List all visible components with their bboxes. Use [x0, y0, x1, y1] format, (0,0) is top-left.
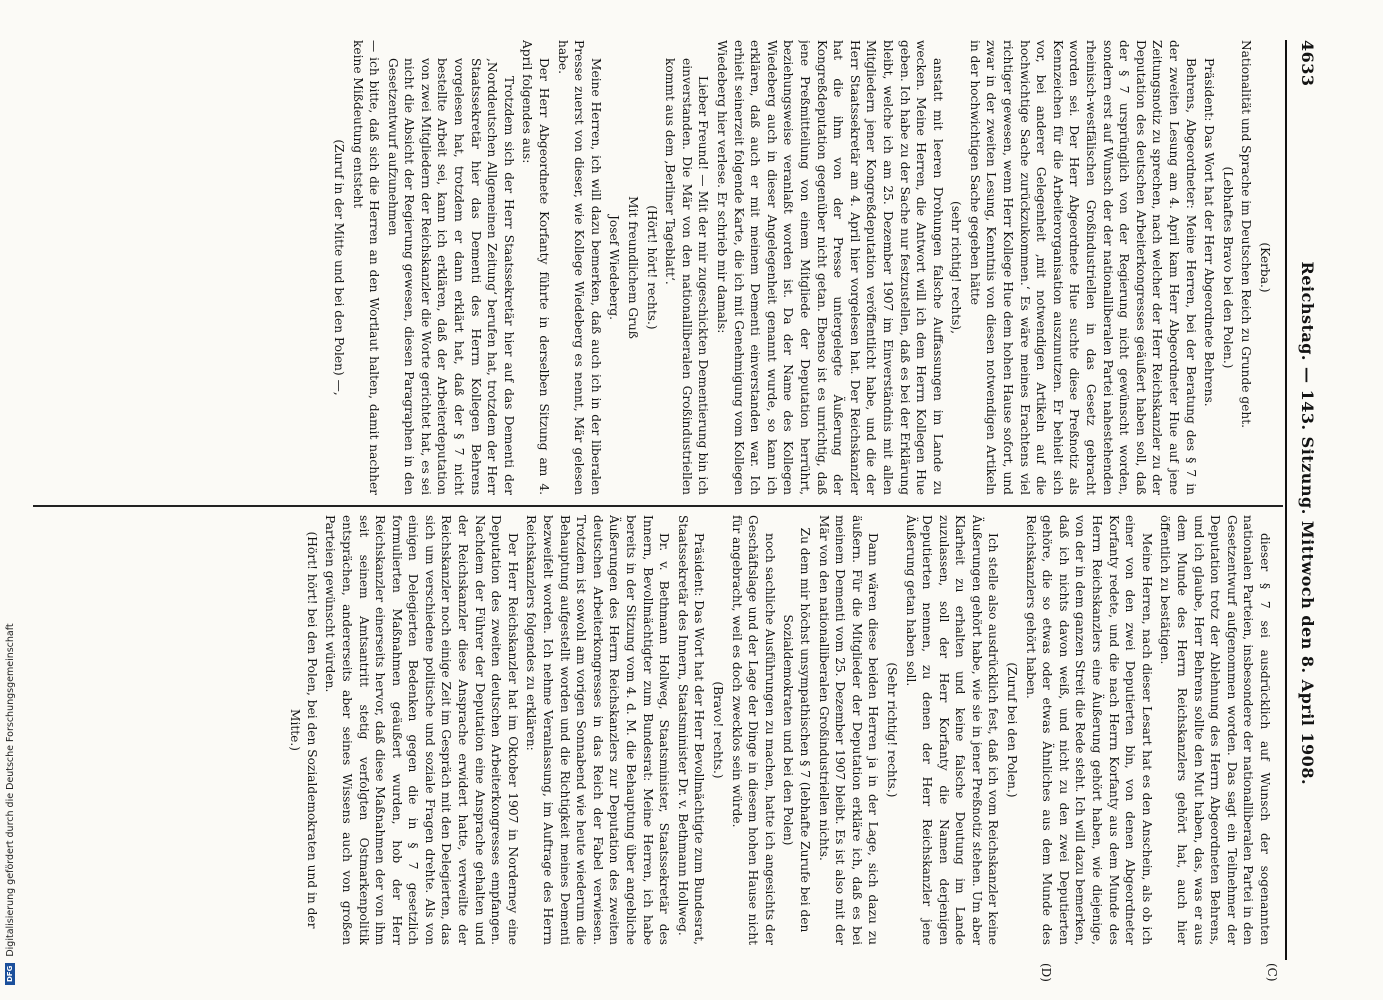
paragraph: noch sachliche Ausführungen zu machen, hatte ich angesichts der Geschäftslage und der Lage der Dinge in diesem hohen Hause nicht für angebracht, weil es doch zwecklos sein würde. — [729, 515, 777, 945]
paragraph: Lieber Freund! — Mit der mir zugeschickten Dementierung bin ich einverstanden. Die Mär von den nationalliberalen Großindustriellen kommt aus dem ‚Berliner Tageblatt‘. — [663, 58, 711, 495]
paragraph: Behrens, Abgeordneter: Meine Herren, bei der Beratung des § 7 in der zweiten Lesung am 4. April kam Herr Abgeordneter Hue auf jene Zeitungsnotiz zu sprechen, nach welcher der Herr Reichskanzler zu der Deputation des deutschen Arbeiterkongresses geäußert haben soll, daß der § 7 ursprünglich von der Regierung nicht gewünscht worden, sondern erst auf Wunsch der der nationalliberalen Partei nahestehenden rheinisch-westfälischen Großindustriellen in das Gesetz gebracht worden sei. Der Herr Abgeordnete Hue suchte diese Preßnotiz als Kennzeichen für die Arbeiterorganisation auszunutzen. Er behielt sich vor, bei anderer Gelegenheit ‚mit notwendigen Artikeln auf die hochwichtige Sache zurückzukommen.‘ Es wäre meines Erachtens viel richtiger gewesen, wenn Herr Kollege Hue dem hohen Hause sofort, und zwar in der zweiten Lesung, Kenntnis von diesen notwendigen Artikeln in der hochwichtigen Sache gegeben hätte — [967, 40, 1198, 495]
paragraph: (Sehr richtig! rechts.) — [884, 662, 899, 798]
paragraph: Ich stelle also ausdrücklich fest, daß ich vom Reichskanzler keine Äußerungen gehört habe, wie sie in jener Preßnotiz stehen. Um aber Klarheit zu erhalten und keine falsche Deutung im Lande zuzulassen, soll der Herr Korfanty die Namen derjenigen Deputierten nennen, zu denen der Herr Reichskanzler jene Äußerung getan haben soll. — [903, 515, 1001, 945]
paragraph: Dr. v. Bethmann Hollweg, Staatsminister, Staatssekretär des Innern, Bevollmächtigter zum Bundesrat: Meine Herren, ich habe bereits in der Sitzung vom 4. d. M. die Behauptung über angebliche Äußerungen des Herrn Reichskanzlers zur Deputation des zweiten deutschen Arbeiterkongresses in das Reich der Fabel verwiesen. Trotzdem ist sowohl am vorigen Sonnabend wie heute wiederum die Behauptung aufgestellt worden und die Richtigkeit meines Dementi bezweifelt worden. Ich nehme Veranlassung, im Auftrage des Herrn Reichskanzlers folgendes zu erklären: — [524, 515, 672, 945]
paragraph: Trotzdem sich der Herr Staatssekretär hier auf das Dementi der ‚Norddeutschen Allgemeinen Zeitung‘ berufen hat, trotzdem der Herr Staatssekretär hier das Dementi des Herrn Kollegen Behrens vorgelesen hat, trotzdem er dann erklärt hat, daß der § 7 nicht bestellte Arbeit sei, kann ich erklären, daß der Arbeiterdeputation von zwei Mitgliedern der Reichskanzler die Worte gerichtet hat, es sei nicht die Absicht der Regierung gewesen, diesen Paragraphen in den Gesetzentwurf aufzunehmen — [385, 58, 516, 495]
paragraph: Meine Herren, ich will dazu bemerken, daß auch ich in der liberalen Presse zuerst von dieser, wie Kollege Wiedeberg es nennt, Mär gelesen habe. — [555, 40, 603, 495]
dfg-logo: DFG — [5, 963, 15, 985]
page-number: 4633 — [1298, 40, 1318, 87]
paragraph: (Zuruf bei den Polen.) — [1005, 662, 1020, 798]
left-column — [33, 515, 1273, 945]
paragraph: dieser § 7 sei ausdrücklich auf Wunsch der sogenannten nationalen Parteien, insbesondere der nationalliberalen Partei in den Gesetzentwurf aufgenommen worden. Das sagt ein Teilnehmer der Deputation trotz der Ablehnung des Herrn Abgeordneten Behrens, und ich glaube, Herr Behrens sollte den Mut haben, das, was er aus dem Munde des Herrn Reichskanzlers gehört hat, auch hier öffentlich zu bestätigen. — [1158, 515, 1272, 945]
page-header — [1293, 40, 1323, 960]
paragraph: (Lebhaftes Bravo bei den Polen.) — [1220, 166, 1235, 369]
paragraph: (Kerba.) — [1258, 242, 1272, 293]
paragraph: anstatt mit leeren Drohungen falsche Auffassungen im Lande zu wecken. Meine Herren, die Antwort will ich dem Herrn Kollegen Hue geben. Ich habe zu der Sache nur festzustellen, daß es bei der Erklärung bleibt, welche ich am 25. Dezember 1907 im Einverständnis mit allen Mitgliedern jener Kongreßdeputation veröffentlicht habe, und die der Herr Staatssekretär am 4. April hier vorgelesen hat. Der Reichskanzler hat die ihm von der Presse untergelegte Äußerung der Kongreßdeputation gegenüber nicht getan. Ebenso ist es unrichtig, daß jene Preßmitteilung von einem Mitgliede der Deputation herrührt, beziehungsweise veranlaßt worden ist. Da der Name des Kollegen Wiedeberg auch in dieser Angelegenheit genannt wurde, so kann ich erklären, daß auch er mit meinem Dementi einverstanden war. Ich erhielt seinerzeit folgende Karte, die ich mit Genehmigung vom Kollegen Wiedeberg hier verlese. Er schrieb mir damals: — [715, 40, 945, 495]
paragraph: Mit freundlichem Gruß — [626, 196, 641, 339]
paragraph: (Hört! hört! rechts.) — [644, 205, 659, 330]
paragraph: (Bravo! rechts.) — [711, 681, 725, 779]
paragraph: (Zuruf in der Mitte und bei den Polen) —, — [331, 139, 346, 396]
paragraph: (sehr richtig! rechts), — [949, 200, 964, 335]
page-title: Reichstag. — 143. Sitzung. Mittwoch den 8. April 1908. — [1298, 261, 1318, 786]
paragraph: Dann wären diese beiden Herren ja in der Lage, sich dazu zu äußern. Für die Mitglieder der Deputation erkläre ich, daß es bei meinem Dementi vom 25. Dezember 1907 bleibt. Es ist also mit der Mär von den nationalliberalen Großindustriellen nichts. — [816, 515, 881, 945]
paragraph: Nationalität und Sprache im Deutschen Reich zu Grunde geht. — [1239, 40, 1254, 428]
paragraph: Meine Herren, nach dieser Lesart hat es den Anschein, als ob ich einer von den zwei Deputierten bin, von denen Abgeordneter Korfanty redete, und die nach Herrn Korfanty aus dem Munde des Herrn Reichskanzlers eine Äußerung gehört haben, wie diejenige, von der in dem ganzen Streit die Rede steht. Ich will dazu bemerken, daß ich nichts davon weiß, und nicht zu den zwei Deputierten gehöre, die so etwas oder etwas Ähnliches aus dem Munde des Reichskanzlers gehört haben. — [1023, 515, 1154, 945]
margin-mark-c: (C) — [1265, 963, 1279, 982]
funding-note: Digitalisierung gefördert durch die Deutsche Forschungsgemeinschaft — [4, 623, 16, 957]
paragraph: Der Herr Reichskanzler hat im Oktober 1907 in Norderney eine Deputation des zweiten deutschen Arbeiterkongresses empfangen. Nachdem der Führer der Deputation eine Ansprache gehalten und der Reichskanzler diese Ansprache erwidert hatte, verweilte der Reichskanzler noch einige Zeit im Gespräch mit den Delegierten, das sich um verschiedene politische und soziale Fragen drehte. Als von einigen Delegierten Bedenken gegen die in § 7 gesetzlich formulierten Maßnahmen geäußert wurden, hob der Herr Reichskanzler einerseits hervor, daß diese Maßnahmen der von ihm seit seinem Amtsantritt stetig verfolgten Ostmarkenpolitik entsprächen, andererseits aber seines Wissens auch von großen Parteien gewünscht würden. — [323, 515, 520, 945]
paragraph: Josef Wiedeberg. — [607, 214, 622, 321]
paragraph: Der Herr Abgeordnete Korfanty führte in derselben Sitzung am 4. April folgendes aus: — [520, 40, 552, 495]
column-divider — [33, 505, 1283, 507]
paragraph: (Hört! hört! bei den Polen, bei den Sozialdemokraten und in der Mitte.) — [288, 531, 319, 929]
paragraph: — ich bitte, daß sich die Herren an den Wortlaut halten, damit nachher keine Mißdeutung entsteht — [350, 40, 382, 495]
footer-strip — [0, 0, 20, 1000]
right-column — [33, 40, 1273, 495]
margin-mark-d: (D) — [1039, 963, 1053, 982]
header-rule — [1285, 40, 1287, 960]
paragraph: Zu dem mir höchst unsympathischen § 7 (lebhafte Zurufe bei den Sozialdemokraten und bei den Polen) — [781, 527, 812, 933]
paragraph: Präsident: Das Wort hat der Herr Abgeordnete Behrens. — [1202, 58, 1217, 407]
paragraph: Präsident: Das Wort hat der Herr Bevollmächtigte zum Bundesrat, Staatssekretär des Innern, Staatsminister Dr. v. Bethmann Hollweg. — [675, 515, 707, 945]
